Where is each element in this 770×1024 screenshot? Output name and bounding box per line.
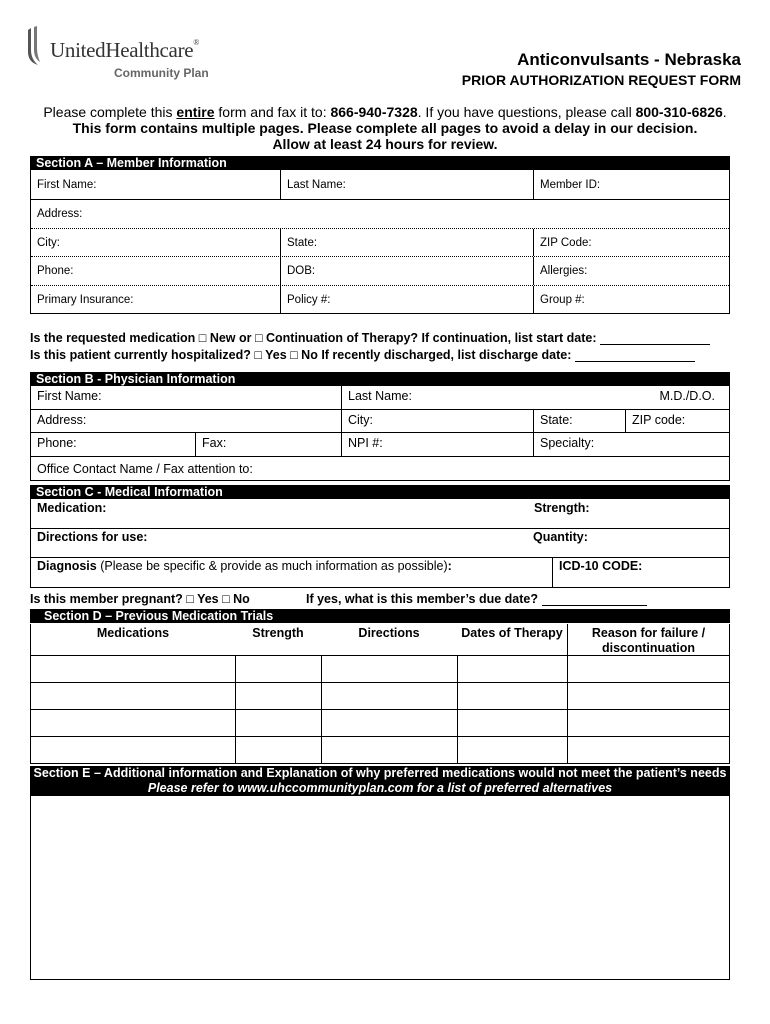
section-b-row-address xyxy=(31,410,729,433)
strength-label: Strength: xyxy=(534,501,590,515)
form-title: Anticonvulsants - Nebraska xyxy=(517,50,741,69)
medication-status-question[interactable]: Is the requested medication □ New or □ Continuation of Therapy? If continuation, list start date: xyxy=(30,331,710,345)
section-a-header: Section A – Member Information xyxy=(30,156,730,170)
icd10-field[interactable]: ICD-10 CODE: xyxy=(552,558,729,587)
reason-cell[interactable] xyxy=(567,737,729,763)
physician-address-field[interactable]: Address: xyxy=(37,413,87,427)
section-c-row-medication xyxy=(31,499,729,529)
section-b-row-name xyxy=(31,386,729,410)
member-state-field[interactable]: State: xyxy=(280,229,533,256)
directions-cell[interactable] xyxy=(321,683,457,709)
table-row xyxy=(31,683,729,710)
section-b-row-phone xyxy=(31,433,729,457)
office-contact-field[interactable]: Office Contact Name / Fax attention to: xyxy=(37,462,253,476)
member-last-name-field[interactable]: Last Name: xyxy=(280,170,533,199)
member-zip-field[interactable]: ZIP Code: xyxy=(533,229,729,256)
quantity-label: Quantity: xyxy=(533,530,588,544)
specialty-field[interactable]: Specialty: xyxy=(533,433,729,456)
strength-cell[interactable] xyxy=(235,656,321,682)
section-d-header: Section D – Previous Medication Trials xyxy=(30,609,730,623)
dates-cell[interactable] xyxy=(457,710,567,736)
due-date-line[interactable] xyxy=(542,594,647,606)
member-first-name-field[interactable]: First Name: xyxy=(37,179,97,191)
medication-cell[interactable] xyxy=(31,656,235,682)
physician-city-field[interactable]: City: xyxy=(341,410,533,432)
pregnant-question[interactable]: Is this member pregnant? □ Yes □ No xyxy=(30,592,250,606)
strength-cell[interactable] xyxy=(235,710,321,736)
reason-cell[interactable] xyxy=(567,656,729,682)
section-c-header: Section C - Medical Information xyxy=(30,485,730,499)
col-medications: Medications xyxy=(96,626,170,640)
table-row xyxy=(31,710,729,737)
strength-cell[interactable] xyxy=(235,737,321,763)
member-dob-field[interactable]: DOB: xyxy=(280,257,533,285)
directions-cell[interactable] xyxy=(321,737,457,763)
physician-fax-field[interactable]: Fax: xyxy=(195,433,341,456)
section-b-row-contact xyxy=(31,457,729,481)
group-number-field[interactable]: Group #: xyxy=(533,286,729,313)
section-e-title: Section E – Additional information and Explanation of why preferred medications would not meet the patient’s needs xyxy=(33,766,727,780)
physician-phone-field[interactable]: Phone: xyxy=(37,436,77,450)
instructions-line-1: Please complete this entire form and fax it to: 866-940-7328. If you have questions, please call 800-310-6826. xyxy=(43,104,727,120)
section-c-row-diagnosis xyxy=(31,558,729,588)
dates-cell[interactable] xyxy=(457,656,567,682)
directions-field[interactable]: Directions for use: Quantity: xyxy=(37,530,588,544)
physician-zip-field[interactable]: ZIP code: xyxy=(625,410,729,432)
table-row xyxy=(31,737,729,764)
section-e-header xyxy=(30,766,730,796)
logo-sub: Community Plan xyxy=(114,66,209,80)
section-c-row-directions xyxy=(31,529,729,558)
hospitalized-question[interactable]: Is this patient currently hospitalized? □ Yes □ No If recently discharged, list discharge date: xyxy=(30,348,695,362)
section-b-header: Section B - Physician Information xyxy=(30,372,730,386)
table-header-row xyxy=(31,624,729,656)
strength-cell[interactable] xyxy=(235,683,321,709)
unitedhealthcare-logo xyxy=(26,26,226,82)
medication-field[interactable]: Medication: Strength: xyxy=(37,501,590,515)
section-a-row-address xyxy=(31,200,729,229)
section-b-grid xyxy=(30,386,730,481)
additional-info-box[interactable] xyxy=(30,796,730,980)
table-row xyxy=(31,656,729,683)
instructions-line-2: This form contains multiple pages. Please complete all pages to avoid a delay in our decision. xyxy=(72,120,698,136)
discharge-date-line[interactable] xyxy=(575,350,695,362)
section-e-note: Please refer to www.uhccommunityplan.com for a list of preferred alternatives xyxy=(147,781,613,795)
directions-cell[interactable] xyxy=(321,710,457,736)
medication-cell[interactable] xyxy=(31,737,235,763)
section-c-grid xyxy=(30,499,730,588)
form-subtitle: PRIOR AUTHORIZATION REQUEST FORM xyxy=(461,72,741,88)
col-dates: Dates of Therapy xyxy=(461,626,563,640)
member-phone-field[interactable]: Phone: xyxy=(37,265,74,277)
col-reason: Reason for failure / discontinuation xyxy=(567,624,729,655)
due-date-question[interactable]: If yes, what is this member’s due date? xyxy=(306,592,647,606)
policy-number-field[interactable]: Policy #: xyxy=(280,286,533,313)
member-allergies-field[interactable]: Allergies: xyxy=(533,257,729,285)
col-strength: Strength xyxy=(252,626,304,640)
medication-cell[interactable] xyxy=(31,710,235,736)
physician-first-name-field[interactable]: First Name: xyxy=(37,389,102,403)
uhc-shield-icon xyxy=(26,26,46,66)
physician-last-name-field[interactable]: Last Name: M.D./D.O. xyxy=(341,386,729,409)
diagnosis-field[interactable]: Diagnosis (Please be specific & provide as much information as possible): xyxy=(37,559,452,573)
section-a-row-phone xyxy=(31,257,729,286)
section-a-grid xyxy=(30,170,730,314)
dates-cell[interactable] xyxy=(457,683,567,709)
instructions xyxy=(0,104,770,152)
member-id-field[interactable]: Member ID: xyxy=(533,170,729,199)
medication-cell[interactable] xyxy=(31,683,235,709)
directions-cell[interactable] xyxy=(321,656,457,682)
dates-cell[interactable] xyxy=(457,737,567,763)
md-do-label: M.D./D.O. xyxy=(659,389,715,403)
section-a-row-insurance xyxy=(31,286,729,314)
reason-cell[interactable] xyxy=(567,683,729,709)
logo-brand: UnitedHealthcare® xyxy=(50,38,200,62)
start-date-line[interactable] xyxy=(600,333,710,345)
previous-medications-table xyxy=(30,624,730,764)
section-a-row-city xyxy=(31,229,729,257)
physician-state-field[interactable]: State: xyxy=(533,410,625,432)
primary-insurance-field[interactable]: Primary Insurance: xyxy=(37,294,134,306)
member-address-field[interactable]: Address: xyxy=(37,208,83,220)
reason-cell[interactable] xyxy=(567,710,729,736)
col-directions: Directions xyxy=(358,626,420,640)
section-a-row-name xyxy=(31,170,729,200)
instructions-line-3: Allow at least 24 hours for review. xyxy=(272,136,498,152)
member-city-field[interactable]: City: xyxy=(37,237,60,249)
npi-field[interactable]: NPI #: xyxy=(341,433,533,456)
